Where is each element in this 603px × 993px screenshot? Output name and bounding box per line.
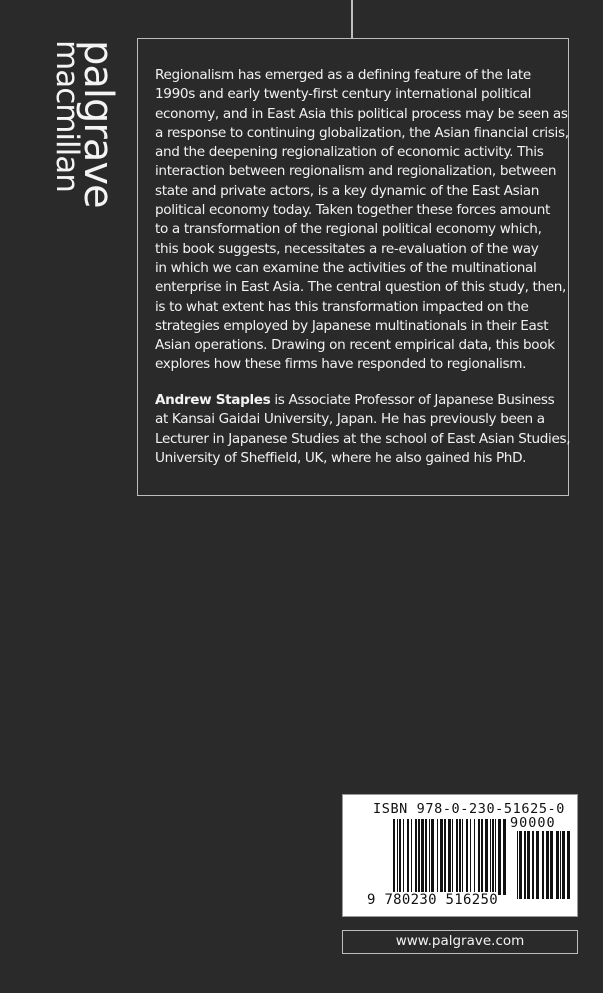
ean-digits: 9 780230 516250 — [367, 892, 498, 908]
author-bio — [155, 391, 570, 468]
blurb-line: Asian operations. Drawing on recent empirical data, this book — [155, 337, 555, 354]
bio-line: Lecturer in Japanese Studies at the school of East Asian Studies, — [155, 430, 571, 447]
blurb-text — [155, 66, 569, 375]
barcode-bar — [503, 819, 506, 895]
barcode-bar — [550, 831, 553, 899]
blurb-line: enterprise in East Asia. The central question of this study, then, — [155, 279, 567, 296]
blurb-line: explores how these firms have responded to regionalism. — [155, 356, 527, 373]
bio-line — [155, 391, 570, 410]
barcode-bar — [440, 819, 443, 895]
logo-macmillan: macmillan — [49, 40, 85, 192]
addon-bars — [517, 831, 573, 899]
barcode-bar — [562, 831, 565, 899]
blurb-line: is to what extent has this transformation impacted on the — [155, 298, 529, 315]
barcode-bar — [498, 819, 501, 895]
blurb-line: strategies employed by Japanese multinationals in their East — [155, 317, 549, 334]
barcode-bar — [459, 819, 461, 895]
barcode-bar — [490, 819, 491, 895]
barcode-bar — [462, 819, 463, 895]
barcode-bar — [560, 831, 561, 899]
barcode-bar — [470, 819, 471, 895]
barcode-bar — [556, 831, 559, 899]
blurb-line: this book suggests, necessitates a re-evaluation of the way — [155, 240, 539, 257]
blurb-line: economy, and in East Asia this political process may be seen as — [155, 105, 568, 122]
barcode-bar — [466, 819, 468, 895]
website-link[interactable]: www.palgrave.com — [342, 930, 578, 954]
barcode-bar — [474, 819, 475, 895]
barcode-bar — [444, 819, 446, 895]
barcode-bar — [456, 819, 458, 895]
barcode-bar — [399, 819, 401, 895]
author-name: Andrew Staples — [155, 392, 271, 408]
barcode-bar — [519, 831, 522, 899]
barcode-bar — [532, 831, 534, 899]
barcode-bar — [485, 819, 488, 895]
logo-palgrave: palgrave — [75, 40, 121, 208]
bio-line: University of Sheffield, UK, where he also gained his PhD. — [155, 449, 527, 466]
blurb-line: Regionalism has emerged as a defining feature of the late — [155, 67, 531, 83]
barcode-bar — [411, 819, 412, 895]
blurb-line: interaction between regionalism and regionalization, between — [155, 163, 557, 180]
barcode-bar — [407, 819, 409, 895]
barcode-bar — [527, 831, 530, 899]
barcode-bar — [425, 819, 427, 895]
barcode-bar — [546, 831, 549, 899]
barcode-bar — [403, 819, 404, 895]
barcode-bar — [536, 831, 539, 899]
blurb-line: state and private actors, is a key dynamic of the East Asian — [155, 182, 539, 199]
bio-line: at Kansai Gaidai University, Japan. He has previously been a — [155, 411, 545, 428]
barcode-bar — [431, 819, 434, 895]
barcode-bar — [567, 831, 570, 899]
barcode-bar — [452, 819, 453, 895]
barcode-bar — [542, 831, 544, 899]
barcode-bar — [495, 819, 496, 895]
blurb-line: political economy today. Taken together these forces amount — [155, 202, 550, 219]
blurb-line: in which we can examine the activities of the multinational — [155, 259, 537, 276]
bio-line-text: is Associate Professor of Japanese Business — [270, 392, 555, 408]
palgrave-macmillan-logo — [49, 40, 121, 208]
isbn-label: ISBN 978-0-230-51625-0 — [373, 801, 566, 817]
barcode-bar — [421, 819, 424, 895]
blurb-line: 1990s and early twenty-first century international political — [155, 86, 532, 103]
barcode-addon-digits: 90000 — [510, 815, 556, 831]
blurb-line: a response to continuing globalization, the Asian financial crisis, — [155, 124, 569, 141]
barcode-bar — [415, 819, 417, 895]
isbn-barcode — [342, 794, 578, 917]
blurb-line: and the deepening regionalization of economic activity. This — [155, 144, 544, 161]
blurb-line: to a transformation of the regional political economy which, — [155, 221, 542, 238]
barcode-bar — [492, 819, 494, 895]
barcode-bar — [418, 819, 420, 895]
barcode-bar — [448, 819, 451, 895]
barcode-bar — [478, 819, 480, 895]
barcode-bar — [429, 819, 430, 895]
top-divider-line — [351, 0, 353, 38]
barcode-bar — [524, 831, 526, 899]
barcode-bar — [517, 831, 518, 899]
